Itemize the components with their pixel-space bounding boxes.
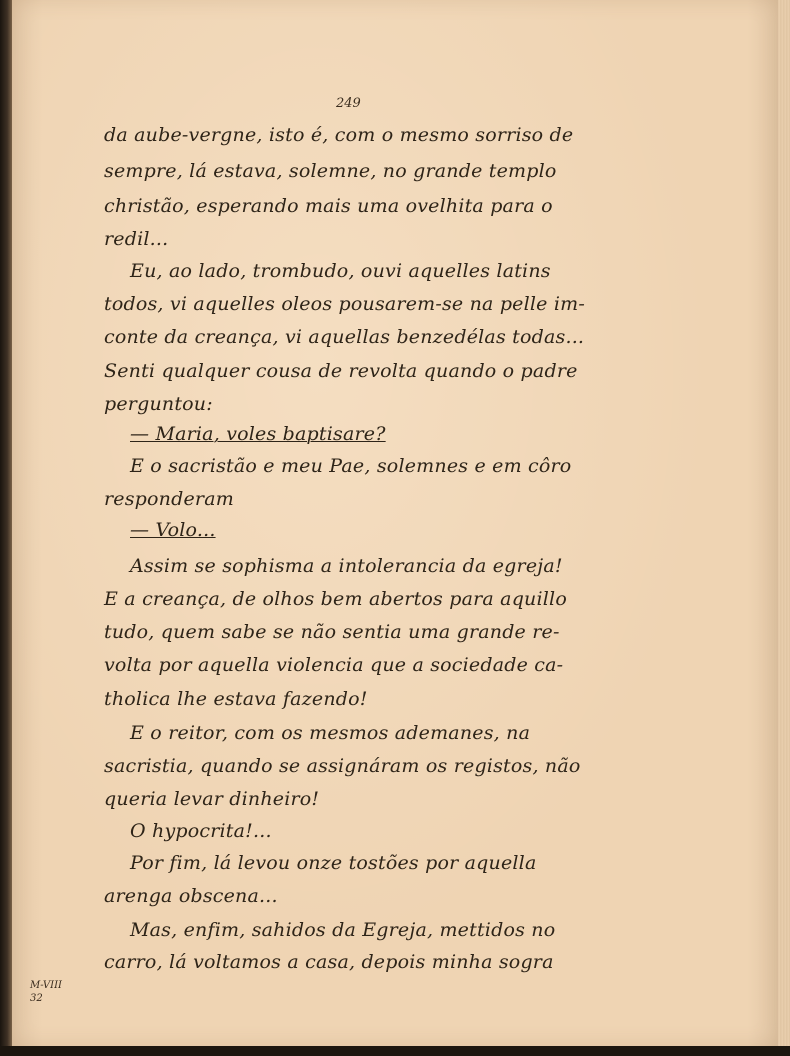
text-line: da aube-vergne, isto é, com o mesmo sorriso de bbox=[104, 124, 574, 146]
text-line: tudo, quem sabe se não sentia uma grande re- bbox=[104, 621, 560, 643]
text-line: conte da creança, vi aquellas benzedélas todas... bbox=[104, 326, 585, 348]
text-line: O hypocrita!... bbox=[130, 820, 272, 842]
text-line: arenga obscena... bbox=[104, 885, 278, 907]
text-line: Senti qualquer cousa de revolta quando o padre bbox=[104, 360, 578, 382]
page-number: 249 bbox=[336, 96, 361, 111]
text-line: perguntou: bbox=[104, 393, 213, 415]
text-line: tholica lhe estava fazendo! bbox=[104, 688, 368, 710]
text-line: todos, vi aquelles oleos pousarem-se na pelle im- bbox=[104, 293, 585, 315]
text-line: E o reitor, com os mesmos ademanes, na bbox=[130, 722, 531, 744]
dialogue-text: — Volo... bbox=[130, 519, 216, 541]
text-line: carro, lá voltamos a casa, depois minha sogra bbox=[104, 951, 554, 973]
stacked-page-edges bbox=[778, 0, 790, 1046]
text-line: sacristia, quando se assignáram os registos, não bbox=[104, 755, 581, 777]
text-line: christão, esperando mais uma ovelhita para o bbox=[104, 195, 553, 217]
archive-reference-note bbox=[30, 980, 62, 1004]
text-line: Mas, enfim, sahidos da Egreja, mettidos no bbox=[130, 919, 556, 941]
archive-reference-code: M-VIII bbox=[30, 980, 62, 991]
text-line: responderam bbox=[104, 488, 234, 510]
text-line: Eu, ao lado, trombudo, ouvi aquelles latins bbox=[130, 260, 551, 282]
dialogue-text: — Maria, voles baptisare? bbox=[130, 423, 386, 445]
text-line: queria levar dinheiro! bbox=[104, 788, 320, 810]
text-line: sempre, lá estava, solemne, no grande templo bbox=[104, 160, 557, 182]
text-line: Assim se sophisma a intolerancia da egreja! bbox=[130, 555, 563, 577]
text-line: redil... bbox=[104, 228, 169, 250]
archive-reference-number: 32 bbox=[30, 993, 43, 1004]
dialogue-line bbox=[130, 519, 216, 541]
manuscript-page bbox=[12, 0, 778, 1046]
text-line: volta por aquella violencia que a sociedade ca- bbox=[104, 654, 564, 676]
book-binding-edge bbox=[0, 0, 12, 1056]
dialogue-line bbox=[130, 423, 386, 445]
text-line: Por fim, lá levou onze tostões por aquella bbox=[130, 852, 537, 874]
scan-bottom-shadow bbox=[0, 1046, 790, 1056]
text-line: E a creança, de olhos bem abertos para aquillo bbox=[104, 588, 567, 610]
text-line: E o sacristão e meu Pae, solemnes e em côro bbox=[130, 455, 572, 477]
